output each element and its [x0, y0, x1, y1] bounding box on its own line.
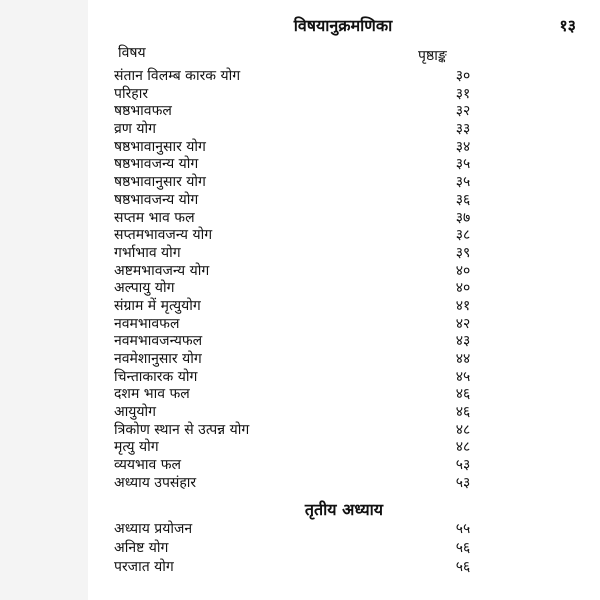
contents-entry [114, 192, 574, 210]
entry-title: अध्याय प्रयोजन [114, 521, 193, 537]
contents-entry [114, 139, 574, 157]
contents-entry [114, 333, 574, 351]
contents-entry [114, 457, 574, 475]
entry-page: ४३ [455, 333, 471, 350]
entry-title: दशम भाव फल [114, 386, 190, 403]
entry-title: व्ययभाव फल [114, 457, 182, 474]
contents-entry [114, 210, 574, 228]
entry-page: ३८ [455, 227, 471, 244]
entry-page: ३२ [455, 103, 471, 120]
entry-page: ३५ [455, 174, 471, 191]
contents-entry [114, 520, 574, 539]
book-page [88, 0, 600, 600]
entry-title: नवमभावफल [114, 315, 180, 332]
entry-page: ३९ [455, 244, 471, 261]
entry-page: ३३ [455, 121, 471, 138]
entry-page: ३० [455, 68, 471, 84]
contents-entry [114, 475, 574, 493]
entry-page: ४० [455, 262, 471, 279]
entry-page: ३४ [455, 138, 471, 155]
contents-entry [114, 121, 574, 139]
contents-entry [114, 86, 574, 104]
entry-page: ३६ [455, 191, 471, 208]
entry-title: अध्याय उपसंहार [114, 474, 197, 491]
contents-entry [114, 227, 574, 245]
contents-entry [114, 68, 574, 86]
entry-page: ३१ [455, 85, 471, 102]
entry-page: ४६ [455, 386, 471, 403]
contents-entry [114, 263, 574, 281]
entry-title: संतान विलम्ब कारक योग [114, 68, 241, 84]
entry-title: चिन्ताकारक योग [114, 368, 198, 385]
entry-page: ४८ [455, 421, 471, 438]
contents-entry [114, 280, 574, 298]
column-heading-page: पृष्ठाङ्क [418, 48, 447, 64]
entry-title: त्रिकोण स्थान से उत्पन्न योग [114, 421, 250, 438]
contents-entry [114, 316, 574, 334]
entry-title: व्रण योग [114, 121, 156, 138]
entry-page: ५६ [455, 540, 471, 556]
entry-title: परिहार [114, 85, 149, 102]
entry-page: ३७ [455, 209, 471, 226]
entry-page: ५३ [455, 474, 471, 491]
contents-entry [114, 369, 574, 387]
entry-title: अनिष्ट योग [114, 540, 169, 556]
entry-page: ४२ [455, 315, 471, 332]
contents-entry [114, 156, 574, 174]
entry-title: संग्राम में मृत्युयोग [114, 297, 201, 314]
entry-page: ५५ [455, 521, 471, 537]
contents-entry [114, 404, 574, 422]
entry-title: आयुयोग [114, 404, 157, 421]
chapter-contents-list [114, 520, 574, 577]
contents-entry [114, 422, 574, 440]
entry-page: ४६ [455, 404, 471, 421]
entry-page: ४५ [455, 368, 471, 385]
contents-entry [114, 386, 574, 404]
contents-entry [114, 351, 574, 369]
entry-title: नवमभावजन्यफल [114, 333, 203, 350]
entry-page: ४४ [455, 351, 471, 367]
entry-page: ५६ [455, 559, 471, 575]
running-title: विषयानुक्रमणिका [293, 16, 393, 35]
contents-entry [114, 558, 574, 577]
entry-title: अल्पायु योग [114, 280, 175, 297]
contents-entry [114, 439, 574, 457]
contents-entry [114, 103, 574, 121]
entry-title: नवमेशानुसार योग [114, 351, 202, 367]
entry-page: ३५ [455, 156, 471, 173]
contents-entry [114, 245, 574, 263]
entry-page: ४१ [455, 297, 471, 314]
entry-page: ५३ [455, 457, 471, 474]
entry-title: षष्ठभावानुसार योग [114, 174, 206, 191]
contents-list [114, 68, 574, 493]
entry-title: मृत्यु योग [114, 439, 159, 456]
entry-title: षष्ठभावजन्य योग [114, 156, 199, 173]
entry-page: ४८ [455, 439, 471, 456]
contents-entry [114, 298, 574, 316]
column-heading-subject: विषय [118, 45, 146, 61]
chapter-heading: तृतीय अध्याय [304, 500, 384, 519]
entry-title: सप्तमभावजन्य योग [114, 227, 213, 244]
entry-title: गर्भाभाव योग [114, 244, 181, 261]
entry-title: षष्ठभावजन्य योग [114, 191, 199, 208]
entry-title: अष्टमभावजन्य योग [114, 262, 210, 279]
entry-title: षष्ठभावफल [114, 103, 172, 120]
contents-entry [114, 539, 574, 558]
entry-page: ४० [455, 280, 471, 297]
entry-title: परजात योग [114, 559, 174, 575]
entry-title: सप्तम भाव फल [114, 209, 195, 226]
entry-title: षष्ठभावानुसार योग [114, 138, 206, 155]
page-number: १३ [559, 16, 576, 35]
contents-entry [114, 174, 574, 192]
